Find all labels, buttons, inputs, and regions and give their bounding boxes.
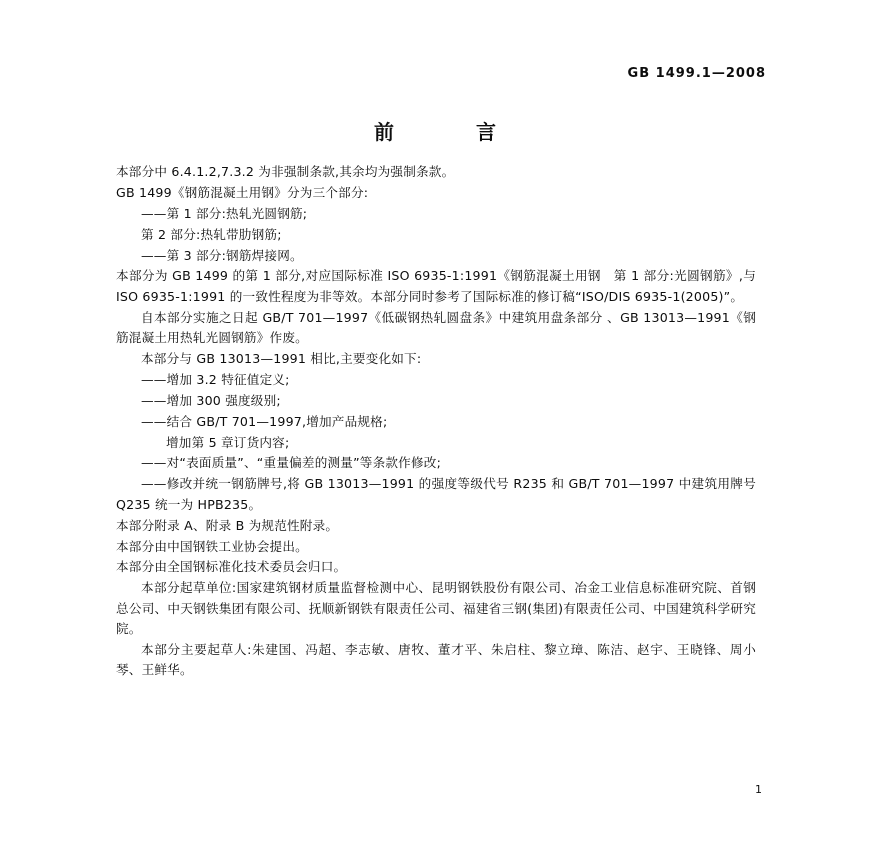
- paragraph: 自本部分实施之日起 GB/T 701—1997《低碳钢热轧圆盘条》中建筑用盘条部分 、GB 13013—1991《钢筋混凝土用热轧光圆钢筋》作废。: [116, 309, 756, 346]
- standard-number: GB 1499.1—2008: [627, 66, 766, 81]
- paragraph: 本部分为 GB 1499 的第 1 部分,对应国际标准 ISO 6935-1:1991《钢筋混凝土用钢 第 1 部分:光圆钢筋》,与 ISO 6935-1:1991 的一致性程度为非等效。本部分同时参考了国际标准的修订稿“ISO/DIS 6935-1(2005)”。: [116, 268, 756, 304]
- paragraph: 本部分主要起草人:朱建国、冯超、李志敏、唐牧、董才平、朱启柱、黎立璋、陈洁、赵宇、王晓锋、周小琴、王鲜华。: [116, 641, 756, 678]
- paragraph: GB 1499《钢筋混凝土用钢》分为三个部分:: [116, 184, 369, 200]
- paragraph: ——对“表面质量”、“重量偏差的测量”等条款作修改;: [141, 455, 442, 471]
- paragraph: ——第 3 部分:钢筋焊接网。: [141, 247, 303, 263]
- paragraph: 本部分中 6.4.1.2,7.3.2 为非强制条款,其余均为强制条款。: [116, 164, 455, 179]
- paragraph: 本部分起草单位:国家建筑钢材质量监督检测中心、昆明钢铁股份有限公司、冶金工业信息标准研究院、首钢总公司、中天钢铁集团有限公司、抚顺新钢铁有限责任公司、福建省三钢(集团)有限责任公司、中国建筑科学研究院。: [116, 580, 756, 637]
- paragraph: 本部分由全国钢标准化技术委员会归口。: [116, 559, 347, 575]
- paragraph: ——结合 GB/T 701—1997,增加产品规格;: [141, 413, 388, 429]
- page-number: 1: [755, 783, 762, 796]
- paragraph: 第 2 部分:热轧带肋钢筋;: [141, 226, 282, 242]
- paragraph: 增加第 5 章订货内容;: [166, 434, 290, 450]
- paragraph: ——第 1 部分:热轧光圆钢筋;: [141, 205, 308, 221]
- paragraph: 本部分由中国钢铁工业协会提出。: [116, 538, 308, 554]
- paragraph: 本部分附录 A、附录 B 为规范性附录。: [116, 517, 339, 533]
- paragraph: ——增加 3.2 特征值定义;: [141, 371, 290, 387]
- paragraph: ——修改并统一钢筋牌号,将 GB 13013—1991 的强度等级代号 R235 和 GB/T 701—1997 中建筑用牌号 Q235 统一为 HPB235。: [116, 476, 756, 512]
- foreword-body: [116, 162, 756, 681]
- page-title: 前 言: [374, 120, 510, 144]
- paragraph: ——增加 300 强度级别;: [141, 392, 281, 408]
- paragraph: 本部分与 GB 13013—1991 相比,主要变化如下:: [141, 351, 422, 367]
